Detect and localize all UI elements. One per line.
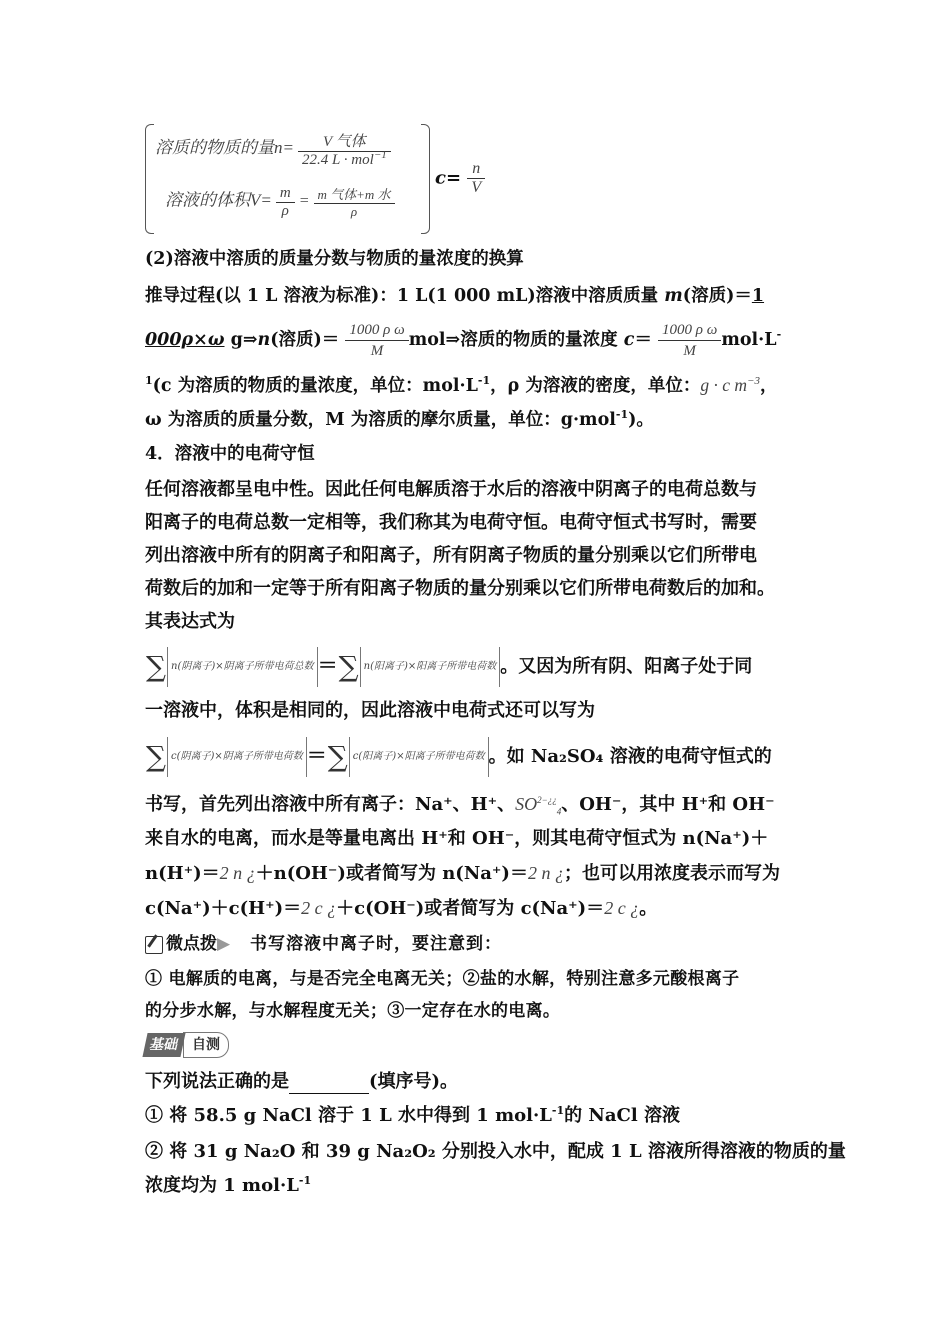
sigma-symbol: ∑	[146, 650, 166, 683]
option-1: ① 将 58.5 g NaCl 溶于 1 L 水中得到 1 $mol\cdot L^{-1}$的 NaCl 溶液	[145, 1104, 680, 1126]
option-2-line-1: ② 将 31 g Na₂O 和 39 g Na₂O₂ 分别投入水中，配成 1 L 溶液所得溶液的物质的量	[145, 1141, 846, 1162]
section-4-para-6: 一溶液中，体积是相同的，因此溶液中电荷式还可以写为	[145, 700, 595, 721]
section-2-heading: (2)溶液中溶质的质量分数与物质的量浓度的换算	[145, 249, 524, 269]
section-4-para-10: c(Na⁺)＋c(H⁺)＝2 c ¿＋c(OH⁻)或者简写为 c(Na⁺)＝2 c ¿。	[145, 898, 658, 919]
formula-row-2: 溶液的体积V= $\frac{m}{\rho}$ = $\frac{\text{m 气体+m 水}}{\rho}$	[165, 184, 395, 220]
section-4-para-4: 荷数后的加和一定等于所有阳离子物质的量分别乘以它们所带电荷数后的加和。	[145, 578, 775, 599]
sigma-symbol: ∑	[338, 650, 359, 683]
section-4-para-5: 其表达式为	[145, 611, 235, 632]
charge-equation-2: ∑ c(阴离子)×阴离子所带电荷数 ＝∑ c(阳离子)×阳离子所带电荷数 。如 Na₂SO₄ 溶液的电荷守恒式的	[145, 735, 772, 777]
right-brace	[421, 124, 430, 234]
tip-line-2: 的分步水解，与水解程度无关；③一定存在水的电离。	[145, 1001, 561, 1021]
section-4-para-9: n(H⁺)＝2 n ¿＋n(OH⁻)或者简写为 n(Na⁺)＝2 n ¿；也可以用浓度表示而写为	[145, 863, 780, 884]
section-4-para-7: 书写，首先列出溶液中所有离子：Na⁺、H⁺、$SO^{2-¿¿}_4$、OH⁻，其中 H⁺和 OH⁻	[145, 794, 775, 817]
question-stem: 下列说法正确的是 (填序号)。	[145, 1071, 459, 1092]
section-2-line-2: 000ρ×ω g⇒n(溶质)＝ $\frac{\text{1000 ρ ω}}{M}$ mol⇒溶质的物质的量浓度 c＝ $\frac{\text{1000 ρ ω}}{M}$ mol·L-	[145, 322, 782, 359]
section-2-line-1: 推导过程(以 1 L 溶液为标准)：1 L(1 000 mL)溶液中溶质质量 m(溶质)＝1	[145, 286, 765, 306]
charge-equation-1: ∑ n(阴离子)×阴离子所带电荷总数 ＝∑ n(阳离子)×阳离子所带电荷数 。又因为所有阴、阳离子处于同	[145, 645, 752, 687]
sigma-symbol: ∑	[146, 740, 166, 773]
tip-header	[145, 932, 502, 956]
selftest-badge: 基础 自测	[145, 1032, 229, 1058]
formula-block	[145, 124, 435, 232]
edit-icon	[145, 936, 163, 954]
answer-blank[interactable]	[289, 1093, 369, 1094]
section-2-line-3: $^1$(c 为溶质的物质的量浓度，单位：$mol\cdot L^{-1}$，ρ 为溶液的密度，单位：g · c $m^{-3}$，	[145, 374, 778, 396]
tip-line-1: ① 电解质的电离，与是否完全电离无关；②盐的水解，特别注意多元酸根离子	[145, 969, 740, 989]
left-brace	[145, 124, 154, 234]
option-2-line-2: 浓度均为 1 $mol\cdot L^{-1}$	[145, 1174, 312, 1196]
section-4-para-1: 任何溶液都呈电中性。因此任何电解质溶于水后的溶液中阴离子的电荷总数与	[145, 479, 757, 500]
section-4-para-2: 阳离子的电荷总数一定相等，我们称其为电荷守恒。电荷守恒式书写时，需要	[145, 512, 757, 533]
formula-row-1: 溶质的物质的量n= $\frac{\text{V 气体}}{22.4 L \cdot mol^{-1}}$	[155, 130, 391, 169]
triangle-right-icon: ▶	[217, 934, 231, 954]
tip-title: 书写溶液中离子时，要注意到：	[250, 934, 502, 954]
formula-result: c= $\frac{n}{V}$	[435, 160, 485, 197]
section-4-para-3: 列出溶液中所有的阴离子和阳离子，所有阴离子物质的量分别乘以它们所带电	[145, 545, 757, 566]
section-4-para-8: 来自水的电离，而水是等量电离出 H⁺和 OH⁻，则其电荷守恒式为 n(Na⁺)＋	[145, 828, 769, 849]
sigma-symbol: ∑	[327, 740, 348, 773]
tip-label: 微点拨	[166, 934, 217, 954]
section-4-heading: 4．溶液中的电荷守恒	[145, 444, 315, 464]
section-2-line-4: ω 为溶质的质量分数，M 为溶质的摩尔质量，单位：g·mol$^{-1}$)。	[145, 408, 654, 430]
